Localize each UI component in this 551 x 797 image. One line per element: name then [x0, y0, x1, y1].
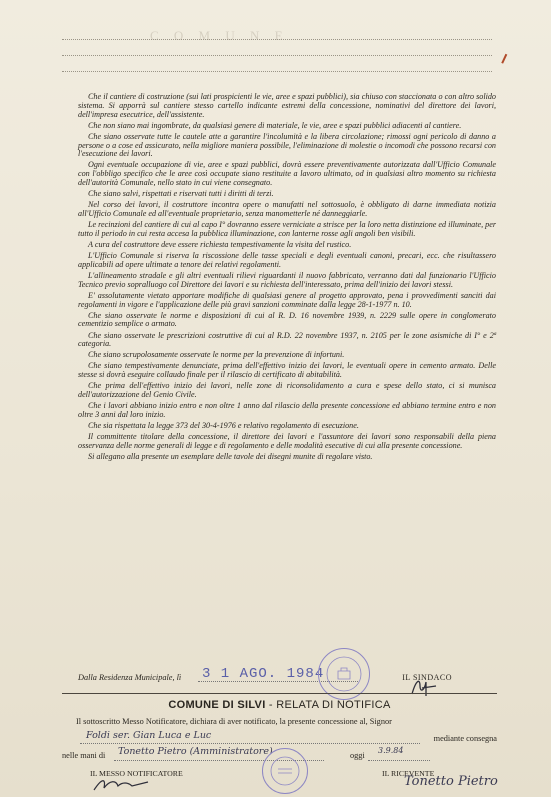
- notifica-date: 3.9.84: [378, 746, 404, 755]
- relata-title-sub: - RELATA DI NOTIFICA: [268, 699, 391, 711]
- paragraph: Che siano salvi, rispettati e riservati tutti i diritti di terzi.: [88, 189, 274, 199]
- ruled-line: [62, 55, 492, 56]
- date-stamp: 3 1 AGO. 1984: [202, 666, 325, 682]
- sindaco-label: IL SINDACO: [402, 673, 452, 682]
- sindaco-signature: [408, 676, 442, 698]
- paragraph: Il committente titolare della concessione, il direttore dei lavori e l'assuntore dei lavori sono responsabili della piena osservanza delle norme generali di legge e di regolamento e delle modalità esecutive di cui alla presente concessione.: [78, 432, 496, 450]
- paragraph: Che il cantiere di costruzione (sui lati prospicienti le vie, aree e spazi pubblici), sia chiuso con staccionata o con altro solido sistema. Si apporrà sul cantiere stesso cartello indicante estremi della concessione, nominativi del direttore dei lavori, dell'impresa esecutrice, dell'assistente.: [78, 92, 496, 119]
- dotted-line: [368, 760, 430, 761]
- paragraph: Che siano scrupolosamente osservate le norme per la prevenzione di infortuni.: [88, 350, 345, 360]
- paragraph: Che prima dell'effettivo inizio dei lavori, nelle zone di riconsolidamento a cura e spese dello stato, ci si munisca dell'autorizzazione del Genio Civile.: [78, 381, 496, 400]
- stamp-emblem-icon: [263, 749, 307, 793]
- conditions-text: [78, 93, 496, 464]
- relata-title: [62, 699, 497, 711]
- paragraph: Che siano osservate tutte le cautele atte a garantire l'incolumità e la libera circolazione; rimossi ogni pericolo di danno a persone o a cose ed assicurato, nella migliore maniera possibile, l'eliminazione di molestie o incomodi che possono recarsi con l'esecuzione dei lavori.: [78, 131, 496, 159]
- paragraph: Nel corso dei lavori, il costruttore incontra opere o manufatti nel sottosuolo, è obbligato di darne immediata notizia all'Ufficio Comunale ed all'eventuale proprietario, senza manometterle né danneggiarle.: [78, 200, 496, 219]
- paragraph: Che non siano mai ingombrate, da qualsiasi genere di materiale, le vie, aree e spazi pubblici adiacenti al cantiere.: [88, 120, 462, 130]
- paragraph: Che siano osservate le prescrizioni costruttive di cui al R.D. 22 novembre 1937, n. 2105 per le zone asismiche di I° e 2ª categoria.: [78, 330, 496, 349]
- paragraph: E' assolutamente vietato apportare modifiche di qualsiasi genere al progetto approvato, pena i provvedimenti sanciti dai regolamenti in vigore e l'applicazione delle più gravi sanzioni comminate dalla legge 28-1-1977 n. 10.: [78, 290, 496, 309]
- paragraph: Ogni eventuale occupazione di vie, aree e spazi pubblici, dovrà essere preventivamente autorizzata dall'Ufficio Comunale con l'obbligo specifico che le aree così occupate siano restituite a lavoro ultimato, od in qualsiasi altro momento su richiesta dell'autorità Comunale, nello stato in cui viene consegnato.: [78, 160, 496, 188]
- receiver-handwritten: Tonetto Pietro (Amministratore): [118, 746, 273, 757]
- paragraph: A cura del costruttore deve essere richiesta tempestivamente la visita del rustico.: [88, 239, 352, 249]
- consegna-label: mediante consegna: [433, 734, 497, 743]
- mani-label: nelle mani di: [62, 751, 106, 760]
- paragraph: Che sia rispettata la legge 373 del 30-4-1976 e relativo regolamento di esecuzione.: [88, 421, 359, 431]
- ruled-line: [62, 71, 492, 72]
- ricevente-signature: Tonetto Pietro: [404, 774, 498, 789]
- paragraph: Che siano osservate le norme e disposizioni di cui al R. D. 16 novembre 1939, n. 2229 sulle opere in conglomerato cementizio semplice o armato.: [78, 310, 496, 329]
- paragraph: L'Ufficio Comunale si riserva la riscossione delle tasse speciali e degli eventuali canoni, precari, ecc. che risultassero applicabili ad opere ultimate a tenore dei relativi regolamenti.: [78, 251, 496, 269]
- stamp-emblem-icon: [319, 649, 369, 699]
- ricevente-label: IL RICEVENTE: [382, 769, 435, 778]
- ruled-line: [62, 39, 492, 40]
- paragraph: Che siano tempestivamente denunciate, prima dell'effettivo inizio dei lavori, le eventuali opere in cemento armato. Delle stesse si dovrà eseguire collaudo finale per il rilascio di certificato di abitabilità.: [78, 361, 496, 380]
- relata-line-1: Il sottoscritto Messo Notificatore, dichiara di aver notificato, la presente concessione al, Signor: [76, 717, 392, 726]
- relata-line-2: [76, 732, 497, 746]
- oggi-label: oggi: [350, 751, 365, 760]
- messo-label: IL MESSO NOTIFICATORE: [90, 769, 183, 778]
- paragraph: Che i lavori abbiano inizio entro e non oltre 1 anno dal rilascio della presente concessione ed abbiano termine entro e non oltre 3 anni dal loro inizio.: [78, 401, 496, 419]
- recipient-handwritten: Foldi ser. Gian Luca e Luc: [86, 730, 212, 741]
- dotted-line: [80, 743, 420, 744]
- ink-mark: [501, 54, 512, 66]
- relata-title-main: COMUNE DI SILVI: [168, 699, 266, 711]
- messo-signature: [92, 774, 152, 794]
- notification-stamp: [262, 748, 308, 794]
- residence-label: Dalla Residenza Municipale, lì: [78, 673, 182, 682]
- paragraph: Si allegano alla presente un esemplare delle tavole dei disegni munite di regolare visto.: [88, 451, 373, 461]
- paragraph: Le recinzioni del cantiere di cui al capo I° dovranno essere verniciate a strisce per la loro netta distinzione ed illuminate, per tutto il periodo in cui resta accesa la pubblica illuminazione, con lanterne rosse agli angoli ben visibili.: [78, 220, 496, 238]
- paragraph: L'allineamento stradale e gli altri eventuali rilievi riguardanti il nuovo fabbricato, verranno dati dal funzionario l'Ufficio Tecnico previo sopralluogo col Direttore dei lavori e su richiesta dell'interessato, prima dell'inizio dei lavori stessi.: [78, 270, 496, 289]
- faint-heading: C O M U N E: [150, 28, 289, 43]
- section-divider: [62, 693, 497, 694]
